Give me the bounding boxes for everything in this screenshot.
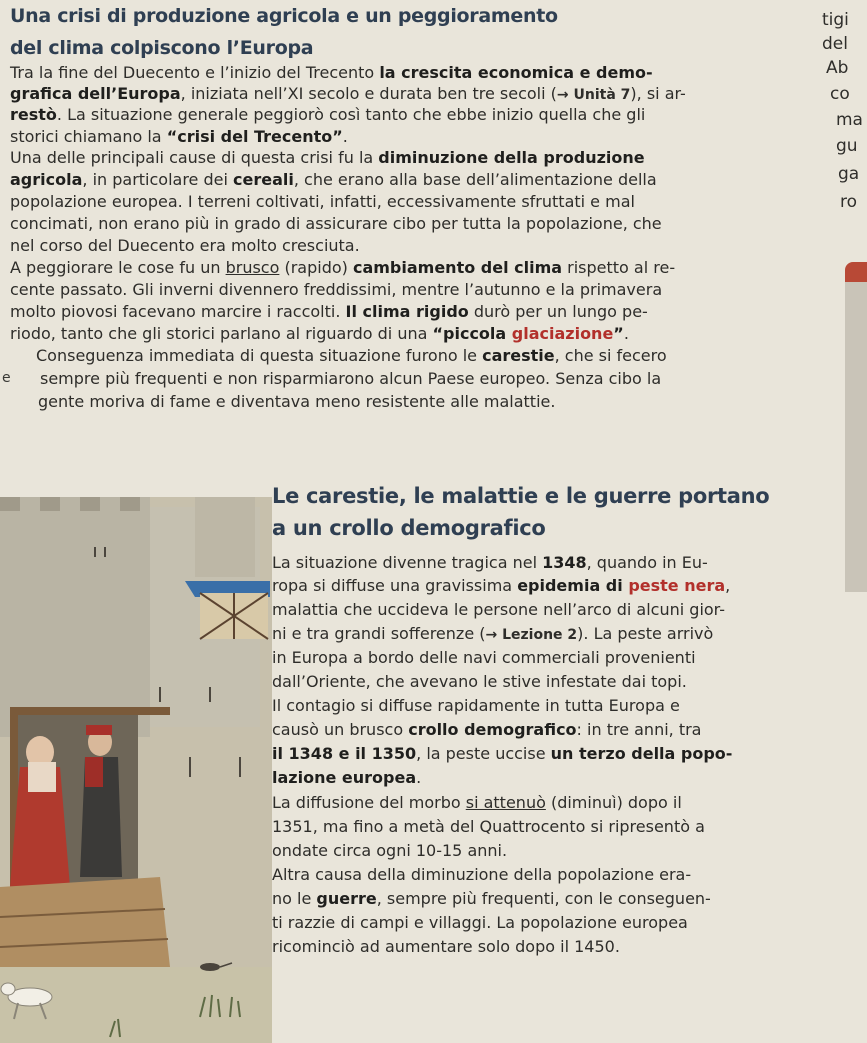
para2-line-2: agricola, in particolare dei cereali, che erano alla base dell’alimentazione della <box>10 170 657 189</box>
para8-line-1: Altra causa della diminuzione della popolazione era- <box>272 865 692 884</box>
margin-fragment-3: Ab <box>826 58 849 78</box>
glossary-term-brusco[interactable]: brusco <box>225 258 280 277</box>
margin-fragment-7: ga <box>838 164 860 184</box>
crossref-lesson-2[interactable]: → Lezione 2 <box>485 627 578 643</box>
para7-line-2: 1351, ma fino a metà del Quattrocento si ripresentò a <box>272 817 705 836</box>
para7-line-3: ondate circa ogni 10-15 anni. <box>272 841 508 860</box>
para8-line-4: ricominciò ad aumentare solo dopo il 1450. <box>272 937 620 956</box>
subsection-heading-line-1: Le carestie, le malattie e le guerre portano <box>272 484 770 508</box>
para5-line-3: malattia che uccideva le persone nell’arco di alcuni gior- <box>272 600 726 619</box>
para5-line-4: ni e tra grandi sofferenze (→ Lezione 2). La peste arrivò <box>272 624 714 643</box>
margin-fragment-5: ma <box>836 110 863 130</box>
para2-line-5: nel corso del Duecento era molto cresciuta. <box>10 236 360 255</box>
margin-fragment-8: ro <box>840 192 858 212</box>
para1-line-3: restò. La situazione generale peggiorò così tanto che ebbe inizio quella che gli <box>10 105 646 124</box>
margin-fragment-6: gu <box>836 136 858 156</box>
para3-line-2: cente passato. Gli inverni divennero freddissimi, mentre l’autunno e la primavera <box>10 280 663 299</box>
para5-line-6: dall’Oriente, che avevano le stive infestate dai topi. <box>272 672 687 691</box>
para6-line-4: lazione europea. <box>272 768 422 787</box>
crossref-unit-7[interactable]: → Unità 7 <box>556 87 631 103</box>
para3-line-3: molto piovosi facevano marcire i raccolti. Il clima rigido durò per un lungo pe- <box>10 302 648 321</box>
margin-fragment-4: co <box>830 84 850 104</box>
para2-line-3: popolazione europea. I terreni coltivati, infatti, eccessivamente sfruttati e mal <box>10 192 635 211</box>
margin-fragment-left: e <box>2 370 11 386</box>
para1-line-1: Tra la fine del Duecento e l’inizio del Trecento la crescita economica e demo- <box>10 63 653 82</box>
para6-line-2: causò un brusco crollo demografico: in tre anni, tra <box>272 720 702 739</box>
margin-fragment-1: tigi <box>822 10 849 30</box>
para7-line-1: La diffusione del morbo si attenuò (diminuì) dopo il <box>272 793 682 812</box>
para3-line-4: riodo, tanto che gli storici parlano al riguardo di una “piccola glaciazione”. <box>10 324 629 343</box>
para4-line-2: sempre più frequenti e non risparmiarono alcun Paese europeo. Senza cibo la <box>40 369 662 388</box>
para6-line-1: Il contagio si diffuse rapidamente in tutta Europa e <box>272 696 680 715</box>
para5-line-5: in Europa a bordo delle navi commerciali provenienti <box>272 648 696 667</box>
subsection-heading-line-2: a un crollo demografico <box>272 516 546 540</box>
bookmark-tab <box>845 262 867 282</box>
medieval-plague-illustration <box>0 497 272 1043</box>
para5-line-1: La situazione divenne tragica nel 1348, quando in Eu- <box>272 553 708 572</box>
margin-fragment-2: del <box>822 34 848 54</box>
para8-line-3: ti razzie di campi e villaggi. La popolazione europea <box>272 913 688 932</box>
para8-line-2: no le guerre, sempre più frequenti, con le conseguen- <box>272 889 711 908</box>
para4-line-1: Conseguenza immediata di questa situazione furono le carestie, che si fecero <box>36 346 667 365</box>
para2-line-4: concimati, non erano più in grado di assicurare cibo per tutta la popolazione, che <box>10 214 662 233</box>
para2-line-1: Una delle principali cause di questa crisi fu la diminuzione della produzione <box>10 148 645 167</box>
para3-line-1: A peggiorare le cose fu un brusco (rapido) cambiamento del clima rispetto al re- <box>10 258 676 277</box>
bookmark-strip <box>845 282 867 592</box>
para1-line-4: storici chiamano la “crisi del Trecento”. <box>10 127 348 146</box>
glossary-term-si-attenuo[interactable]: si attenuò <box>465 793 546 812</box>
section-heading-line-1: Una crisi di produzione agricola e un peggioramento <box>10 5 558 27</box>
para1-line-2: grafica dell’Europa, iniziata nell’XI secolo e durata ben tre secoli (→ Unità 7), si ar- <box>10 84 686 103</box>
para4-line-3: gente moriva di fame e diventava meno resistente alle malattie. <box>38 392 556 411</box>
para5-line-2: ropa si diffuse una gravissima epidemia di peste nera, <box>272 576 731 595</box>
para6-line-3: il 1348 e il 1350, la peste uccise un terzo della popo- <box>272 744 733 763</box>
section-heading-line-2: del clima colpiscono l’Europa <box>10 37 314 59</box>
